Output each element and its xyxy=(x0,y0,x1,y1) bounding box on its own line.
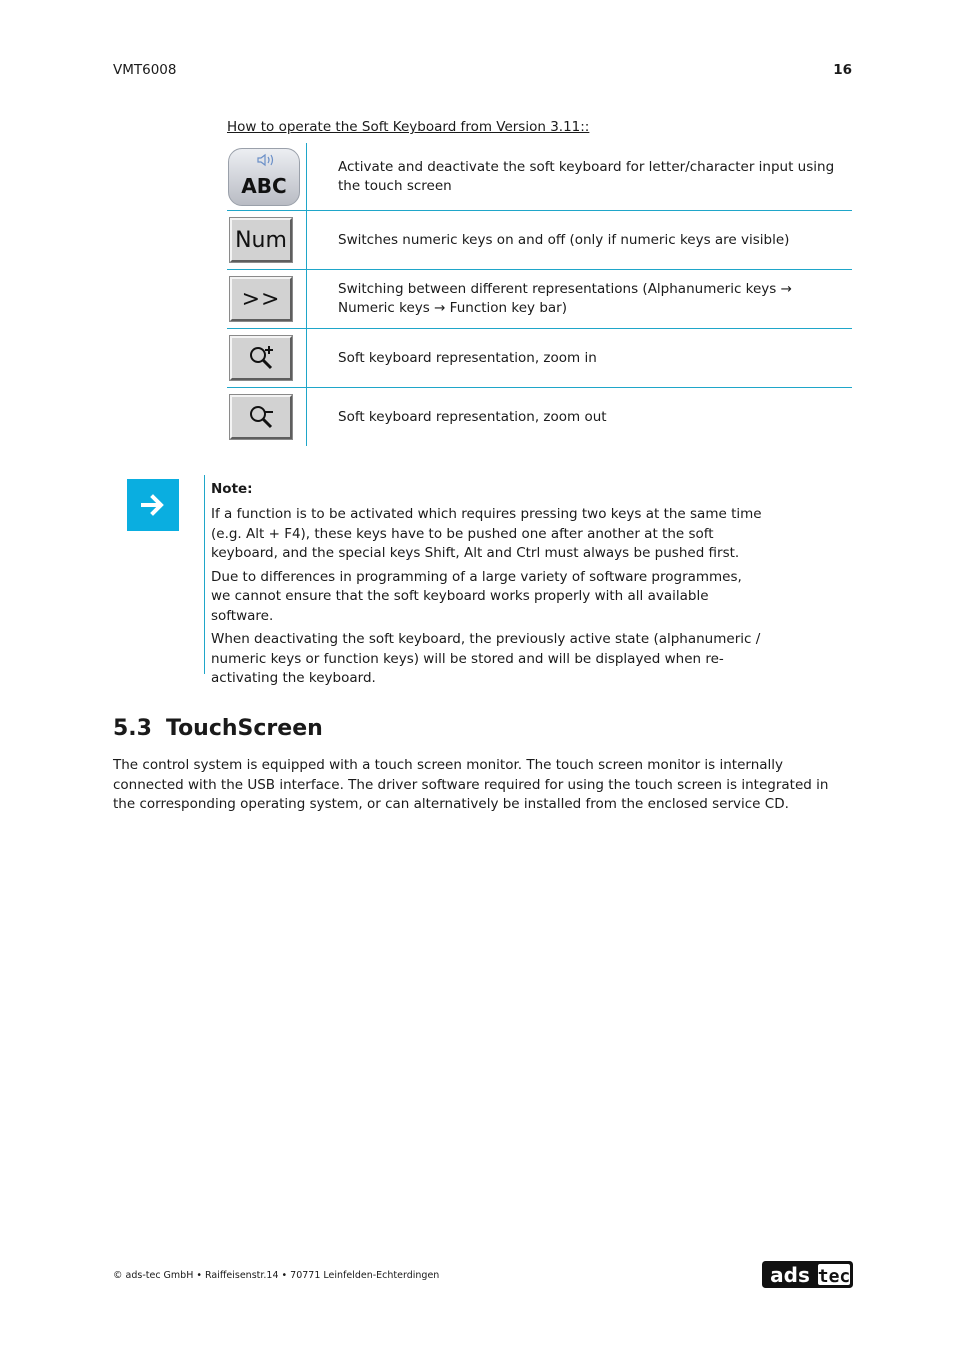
ads-tec-logo xyxy=(762,1261,853,1288)
section-body: The control system is equipped with a touch screen monitor. The touch screen monitor is internally connected with the USB interface. The driver software required for using the touch screen is integrated in the corresponding operating system, or can alternatively be installed from the enclosed service CD. xyxy=(113,757,829,812)
key-row-num xyxy=(227,211,852,270)
num-key-icon xyxy=(230,218,292,262)
zoom-in-icon xyxy=(230,336,292,380)
note-title: Note: xyxy=(211,481,253,497)
key-row-zoom-in xyxy=(227,329,852,388)
page-number: 16 xyxy=(833,62,852,78)
header-product: VMT6008 xyxy=(113,62,177,78)
footer-text: © ads-tec GmbH • Raiffeisenstr.14 • 70771 Leinfelden-Echterdingen xyxy=(113,1270,440,1281)
table-title: How to operate the Soft Keyboard from Version 3.11:: xyxy=(227,119,590,135)
key-description: Soft keyboard representation, zoom in xyxy=(338,349,597,366)
key-description: Soft keyboard representation, zoom out xyxy=(338,408,607,425)
note-paragraph: Due to differences in programming of a large variety of software programmes, we cannot ensure that the soft keyboard works properly with all available software. xyxy=(211,568,742,624)
key-row-zoom-out xyxy=(227,388,852,446)
section-title: TouchScreen xyxy=(165,716,323,741)
switch-representation-icon xyxy=(230,277,292,321)
note-paragraph: If a function is to be activated which requires pressing two keys at the same time (e.g. Alt + F4), these keys have to be pushed one after another at the soft keyboard, and the special keys Shift, Alt and Ctrl must always be pushed first. xyxy=(211,506,762,561)
key-description: Activate and deactivate the soft keyboard for letter/character input using the touch screen xyxy=(338,158,835,194)
section-number: 5.3 xyxy=(113,716,152,741)
soft-keyboard-table xyxy=(227,143,852,446)
abc-key-label: ABC xyxy=(241,173,287,198)
abc-keyboard-icon xyxy=(228,148,300,206)
key-row-abc xyxy=(227,143,852,211)
svg-text:tec: tec xyxy=(817,1266,851,1287)
key-description: Switching between different representations (Alphanumeric keys → Numeric keys → Function key bar) xyxy=(338,281,792,316)
svg-text:ads: ads xyxy=(770,1263,810,1287)
num-key-label: Num xyxy=(235,227,287,253)
zoom-out-icon xyxy=(230,395,292,439)
switch-key-label: >> xyxy=(241,286,281,312)
key-row-switch xyxy=(227,270,852,329)
note-arrow-icon xyxy=(127,479,179,531)
section-heading xyxy=(113,716,323,741)
note-box xyxy=(204,475,764,686)
key-description: Switches numeric keys on and off (only if numeric keys are visible) xyxy=(338,231,790,248)
note-paragraph: When deactivating the soft keyboard, the previously active state (alphanumeric / numeric keys or function keys) will be stored and will be displayed when re-activating the keyboard. xyxy=(211,631,761,686)
